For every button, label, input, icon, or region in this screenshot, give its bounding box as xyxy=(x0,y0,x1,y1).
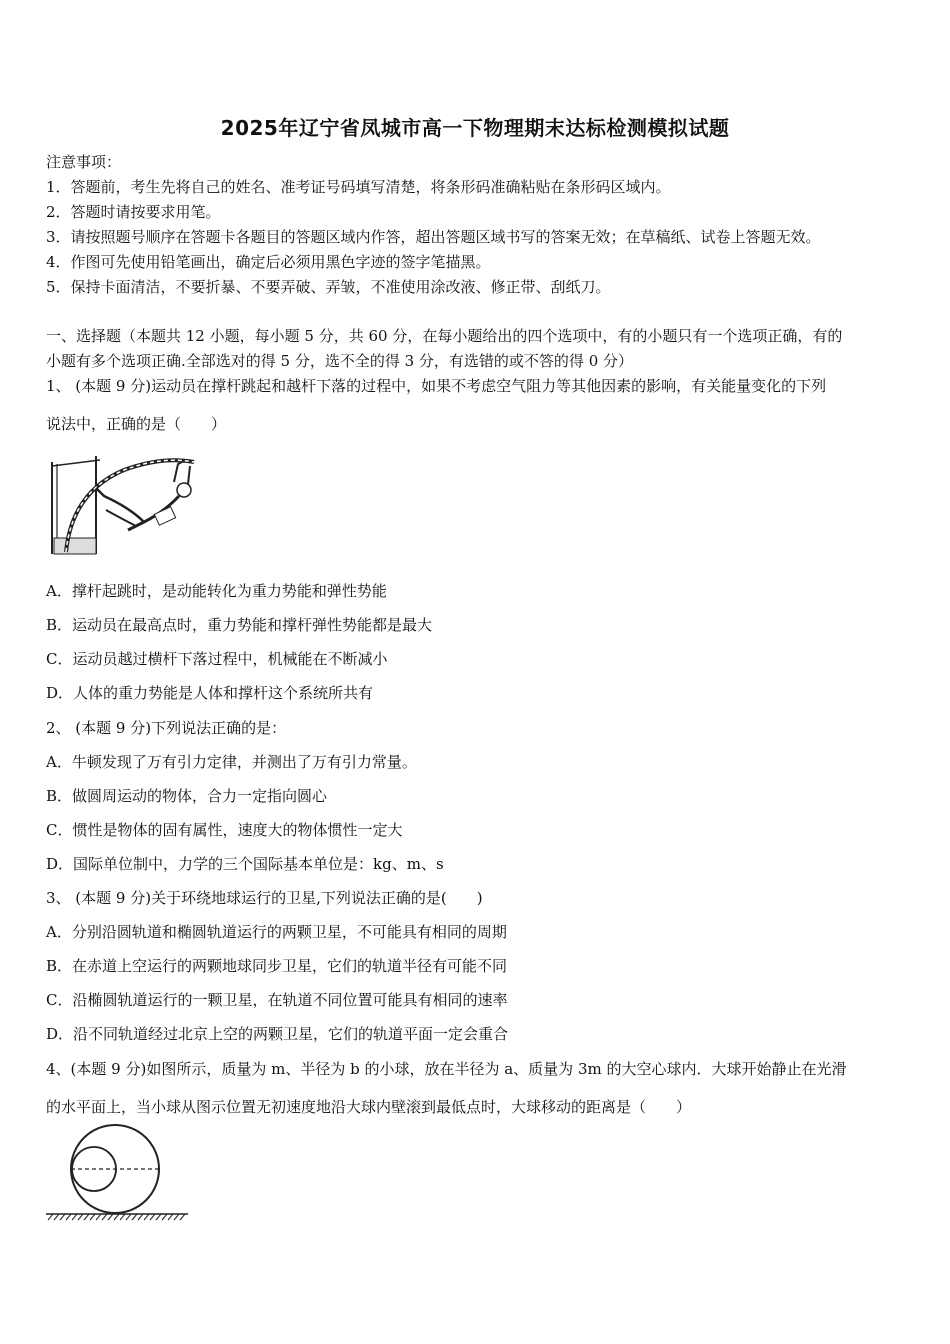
sphere-figure xyxy=(44,1124,190,1224)
notice-item: 5．保持卡面清洁，不要折暴、不要弄破、弄皱，不准使用涂改液、修正带、刮纸刀。 xyxy=(46,278,611,296)
question-1-option-c: C．运动员越过横杆下落过程中，机械能在不断减小 xyxy=(46,650,388,668)
question-1-stem: 1、 (本题 9 分)运动员在撑杆跳起和越杆下落的过程中，如果不考虑空气阻力等其他因素的影响，有关能量变化的下列 xyxy=(46,377,827,395)
notice-item: 1．答题前，考生先将自己的姓名、准考证号码填写清楚，将条形码准确粘贴在条形码区域内。 xyxy=(46,178,671,196)
question-4-stem-cont: 的水平面上，当小球从图示位置无初速度地沿大球内壁滚到最低点时，大球移动的距离是（ ） xyxy=(46,1098,692,1116)
question-3-option-c: C．沿椭圆轨道运行的一颗卫星，在轨道不同位置可能具有相同的速率 xyxy=(46,991,508,1009)
page-title: 2025年辽宁省凤城市高一下物理期末达标检测模拟试题 xyxy=(220,116,730,140)
notice-heading: 注意事项： xyxy=(46,153,122,171)
question-1-stem-cont: 说法中，正确的是（ ） xyxy=(46,415,227,433)
question-1-option-b: B．运动员在最高点时，重力势能和撑杆弹性势能都是最大 xyxy=(46,616,433,634)
question-2-stem: 2、 (本题 9 分)下列说法正确的是： xyxy=(46,719,287,737)
question-1-option-d: D．人体的重力势能是人体和撑杆这个系统所共有 xyxy=(46,684,374,702)
question-2-option-b: B．做圆周运动的物体，合力一定指向圆心 xyxy=(46,787,328,805)
question-3-option-a: A．分别沿圆轨道和椭圆轨道运行的两颗卫星，不可能具有相同的周期 xyxy=(46,923,507,941)
section-instructions-cont: 小题有多个选项正确.全部选对的得 5 分，选不全的得 3 分，有选错的或不答的得 0 分） xyxy=(46,352,634,370)
section-instructions: 一、选择题（本题共 12 小题，每小题 5 分，共 60 分，在每小题给出的四个选项中，有的小题只有一个选项正确，有的 xyxy=(46,327,843,345)
question-2-option-a: A．牛顿发现了万有引力定律，并测出了万有引力常量。 xyxy=(46,753,417,771)
pole-vault-figure xyxy=(44,452,214,558)
notice-item: 3．请按照题号顺序在答题卡各题目的答题区域内作答，超出答题区域书写的答案无效；在草稿纸、试卷上答题无效。 xyxy=(46,228,821,246)
question-3-stem: 3、 (本题 9 分)关于环绕地球运行的卫星,下列说法正确的是( ) xyxy=(46,889,483,907)
question-1-option-a: A．撑杆起跳时，是动能转化为重力势能和弹性势能 xyxy=(46,582,387,600)
notice-item: 2．答题时请按要求用笔。 xyxy=(46,203,221,221)
question-4-stem: 4、(本题 9 分)如图所示，质量为 m、半径为 b 的小球，放在半径为 a、质量为 3m 的大空心球内．大球开始静止在光滑 xyxy=(46,1060,847,1078)
question-3-option-d: D．沿不同轨道经过北京上空的两颗卫星，它们的轨道平面一定会重合 xyxy=(46,1025,509,1043)
question-3-option-b: B．在赤道上空运行的两颗地球同步卫星，它们的轨道半径有可能不同 xyxy=(46,957,508,975)
question-2-option-c: C．惯性是物体的固有属性，速度大的物体惯性一定大 xyxy=(46,821,403,839)
notice-item: 4．作图可先使用铅笔画出，确定后必须用黑色字迹的签字笔描黑。 xyxy=(46,253,491,271)
question-2-option-d: D．国际单位制中，力学的三个国际基本单位是：kg、m、s xyxy=(46,855,444,873)
